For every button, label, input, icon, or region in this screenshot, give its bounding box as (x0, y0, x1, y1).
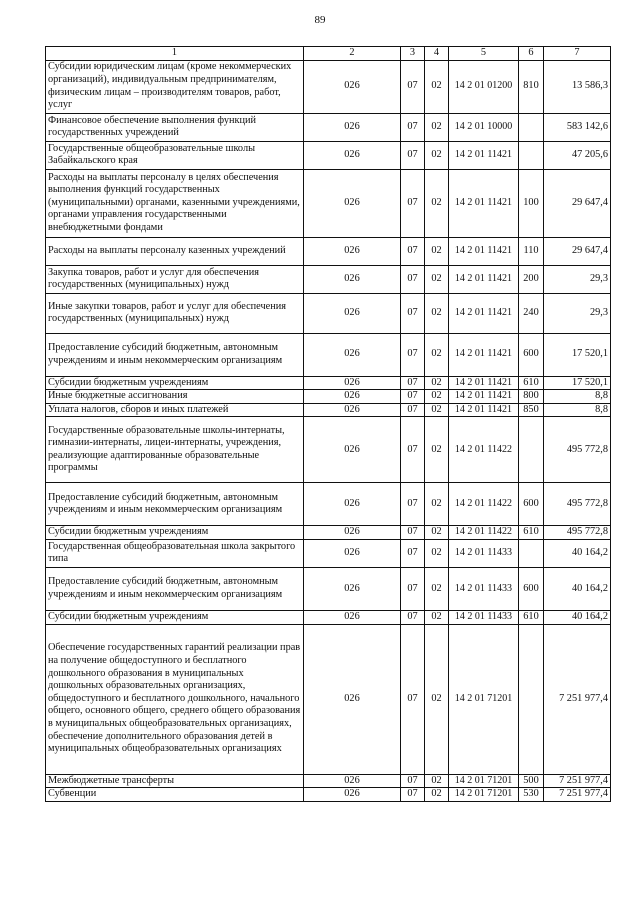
table-row (46, 60, 611, 113)
header-cell: 4 (425, 47, 449, 61)
row-expense-type: 800 (519, 390, 544, 404)
row-section-code: 07 (401, 403, 425, 417)
row-amount: 40 164,2 (544, 539, 611, 567)
row-amount: 583 142,6 (544, 113, 611, 141)
row-amount: 13 586,3 (544, 60, 611, 113)
row-expense-type: 200 (519, 265, 544, 293)
page-number: 89 (314, 14, 326, 26)
row-target-code: 14 2 01 11421 (449, 265, 519, 293)
row-ministry-code: 026 (304, 788, 401, 802)
row-ministry-code: 026 (304, 265, 401, 293)
row-target-code: 14 2 01 11421 (449, 403, 519, 417)
row-target-code: 14 2 01 11421 (449, 293, 519, 333)
row-subsection-code: 02 (425, 113, 449, 141)
row-target-code: 14 2 01 01200 (449, 60, 519, 113)
row-amount: 47 205,6 (544, 141, 611, 169)
row-amount: 40 164,2 (544, 567, 611, 610)
row-target-code: 14 2 01 11433 (449, 610, 519, 624)
row-amount: 495 772,8 (544, 526, 611, 540)
row-section-code: 07 (401, 141, 425, 169)
row-subsection-code: 02 (425, 376, 449, 390)
table-row (46, 113, 611, 141)
row-ministry-code: 026 (304, 293, 401, 333)
row-amount: 17 520,1 (544, 376, 611, 390)
row-expense-type: 240 (519, 293, 544, 333)
row-section-code: 07 (401, 169, 425, 237)
table-row (46, 526, 611, 540)
header-cell: 5 (449, 47, 519, 61)
budget-table (45, 46, 611, 802)
table-row (46, 567, 611, 610)
row-amount: 17 520,1 (544, 333, 611, 376)
row-ministry-code: 026 (304, 237, 401, 265)
row-ministry-code: 026 (304, 60, 401, 113)
row-amount: 29,3 (544, 293, 611, 333)
row-name: Уплата налогов, сборов и иных платежей (46, 403, 304, 417)
row-section-code: 07 (401, 60, 425, 113)
row-subsection-code: 02 (425, 774, 449, 788)
row-name: Межбюджетные трансферты (46, 774, 304, 788)
table-row (46, 237, 611, 265)
table-row (46, 293, 611, 333)
row-ministry-code: 026 (304, 113, 401, 141)
row-expense-type (519, 624, 544, 774)
row-ministry-code: 026 (304, 567, 401, 610)
row-section-code: 07 (401, 483, 425, 526)
row-amount: 29,3 (544, 265, 611, 293)
row-section-code: 07 (401, 237, 425, 265)
row-section-code: 07 (401, 417, 425, 483)
table-row (46, 376, 611, 390)
row-section-code: 07 (401, 624, 425, 774)
table-row (46, 483, 611, 526)
table-row (46, 417, 611, 483)
table-row (46, 774, 611, 788)
row-subsection-code: 02 (425, 293, 449, 333)
row-target-code: 14 2 01 71201 (449, 774, 519, 788)
row-target-code: 14 2 01 10000 (449, 113, 519, 141)
row-subsection-code: 02 (425, 539, 449, 567)
row-name: Государственная общеобразовательная школа закрытого типа (46, 539, 304, 567)
row-amount: 7 251 977,4 (544, 788, 611, 802)
row-amount: 29 647,4 (544, 169, 611, 237)
row-section-code: 07 (401, 265, 425, 293)
row-subsection-code: 02 (425, 390, 449, 404)
row-name: Государственные образовательные школы-интернаты, гимназии-интернаты, лицеи-интернаты, учреждения, реализующие адаптированные образовательные программы (46, 417, 304, 483)
row-ministry-code: 026 (304, 483, 401, 526)
row-expense-type: 610 (519, 526, 544, 540)
table-row (46, 539, 611, 567)
row-subsection-code: 02 (425, 483, 449, 526)
row-amount: 495 772,8 (544, 483, 611, 526)
row-amount: 29 647,4 (544, 237, 611, 265)
row-target-code: 14 2 01 11421 (449, 390, 519, 404)
row-expense-type: 600 (519, 567, 544, 610)
row-section-code: 07 (401, 376, 425, 390)
row-name: Финансовое обеспечение выполнения функций государственных учреждений (46, 113, 304, 141)
row-subsection-code: 02 (425, 141, 449, 169)
row-name: Предоставление субсидий бюджетным, автономным учреждениям и иным некоммерческим организациям (46, 483, 304, 526)
header-cell: 2 (304, 47, 401, 61)
row-expense-type: 600 (519, 483, 544, 526)
row-section-code: 07 (401, 610, 425, 624)
row-section-code: 07 (401, 774, 425, 788)
row-amount: 40 164,2 (544, 610, 611, 624)
row-target-code: 14 2 01 11422 (449, 483, 519, 526)
row-name: Предоставление субсидий бюджетным, автономным учреждениям и иным некоммерческим организациям (46, 333, 304, 376)
row-subsection-code: 02 (425, 788, 449, 802)
row-ministry-code: 026 (304, 390, 401, 404)
row-expense-type: 110 (519, 237, 544, 265)
row-target-code: 14 2 01 11433 (449, 567, 519, 610)
row-section-code: 07 (401, 539, 425, 567)
row-target-code: 14 2 01 11422 (449, 526, 519, 540)
row-subsection-code: 02 (425, 417, 449, 483)
row-expense-type: 530 (519, 788, 544, 802)
row-subsection-code: 02 (425, 526, 449, 540)
row-target-code: 14 2 01 11422 (449, 417, 519, 483)
header-cell: 3 (401, 47, 425, 61)
row-ministry-code: 026 (304, 610, 401, 624)
row-ministry-code: 026 (304, 376, 401, 390)
row-section-code: 07 (401, 567, 425, 610)
row-target-code: 14 2 01 71201 (449, 788, 519, 802)
table-row (46, 390, 611, 404)
row-ministry-code: 026 (304, 333, 401, 376)
row-name: Предоставление субсидий бюджетным, автономным учреждениям и иным некоммерческим организациям (46, 567, 304, 610)
row-expense-type: 610 (519, 376, 544, 390)
row-ministry-code: 026 (304, 774, 401, 788)
row-section-code: 07 (401, 293, 425, 333)
row-name: Субсидии бюджетным учреждениям (46, 376, 304, 390)
row-ministry-code: 026 (304, 403, 401, 417)
row-subsection-code: 02 (425, 169, 449, 237)
row-name: Государственные общеобразовательные школы Забайкальского края (46, 141, 304, 169)
row-ministry-code: 026 (304, 624, 401, 774)
row-ministry-code: 026 (304, 539, 401, 567)
row-subsection-code: 02 (425, 333, 449, 376)
table-row (46, 624, 611, 774)
header-cell: 6 (519, 47, 544, 61)
row-subsection-code: 02 (425, 60, 449, 113)
row-subsection-code: 02 (425, 624, 449, 774)
row-target-code: 14 2 01 11421 (449, 376, 519, 390)
row-expense-type (519, 539, 544, 567)
row-target-code: 14 2 01 71201 (449, 624, 519, 774)
header-cell: 7 (544, 47, 611, 61)
row-subsection-code: 02 (425, 610, 449, 624)
row-section-code: 07 (401, 526, 425, 540)
table-row (46, 333, 611, 376)
row-name: Расходы на выплаты персоналу в целях обеспечения выполнения функций государственных (муниципальными) органами, казенными учреждениями, органами управления государственными внебюджетными фондами (46, 169, 304, 237)
row-subsection-code: 02 (425, 567, 449, 610)
row-amount: 8,8 (544, 390, 611, 404)
row-section-code: 07 (401, 788, 425, 802)
row-expense-type (519, 113, 544, 141)
header-row (46, 47, 611, 61)
row-target-code: 14 2 01 11421 (449, 333, 519, 376)
row-name: Субвенции (46, 788, 304, 802)
row-amount: 8,8 (544, 403, 611, 417)
row-amount: 495 772,8 (544, 417, 611, 483)
row-name: Субсидии юридическим лицам (кроме некоммерческих организаций), индивидуальным предпринимателям, физическим лицам – производителям товаров, работ, услуг (46, 60, 304, 113)
row-subsection-code: 02 (425, 237, 449, 265)
row-ministry-code: 026 (304, 169, 401, 237)
row-section-code: 07 (401, 333, 425, 376)
row-target-code: 14 2 01 11421 (449, 169, 519, 237)
row-name: Субсидии бюджетным учреждениям (46, 526, 304, 540)
row-target-code: 14 2 01 11421 (449, 237, 519, 265)
row-name: Расходы на выплаты персоналу казенных учреждений (46, 237, 304, 265)
row-target-code: 14 2 01 11421 (449, 141, 519, 169)
table-row (46, 403, 611, 417)
row-expense-type: 850 (519, 403, 544, 417)
row-amount: 7 251 977,4 (544, 774, 611, 788)
row-section-code: 07 (401, 113, 425, 141)
row-expense-type: 600 (519, 333, 544, 376)
row-target-code: 14 2 01 11433 (449, 539, 519, 567)
row-expense-type: 610 (519, 610, 544, 624)
row-name: Иные бюджетные ассигнования (46, 390, 304, 404)
row-ministry-code: 026 (304, 417, 401, 483)
row-amount: 7 251 977,4 (544, 624, 611, 774)
row-section-code: 07 (401, 390, 425, 404)
row-expense-type: 100 (519, 169, 544, 237)
table-row (46, 610, 611, 624)
row-expense-type: 500 (519, 774, 544, 788)
row-name: Субсидии бюджетным учреждениям (46, 610, 304, 624)
table-row (46, 788, 611, 802)
row-name: Закупка товаров, работ и услуг для обеспечения государственных (муниципальных) нужд (46, 265, 304, 293)
row-ministry-code: 026 (304, 526, 401, 540)
table-row (46, 141, 611, 169)
row-expense-type (519, 417, 544, 483)
row-subsection-code: 02 (425, 265, 449, 293)
row-ministry-code: 026 (304, 141, 401, 169)
row-subsection-code: 02 (425, 403, 449, 417)
table-row (46, 169, 611, 237)
table-row (46, 265, 611, 293)
row-name: Обеспечение государственных гарантий реализации прав на получение общедоступного и бесплатного дошкольного образования в муниципальных дошкольных образовательных организациях, общедоступного и бесплатного дошкольного, начального общего, основного общего, среднего общего образования в муниципальных общеобразовательных организациях, обеспечение дополнительного образования детей в муниципальных общеобразовательных организациях (46, 624, 304, 774)
row-expense-type: 810 (519, 60, 544, 113)
row-expense-type (519, 141, 544, 169)
header-cell: 1 (46, 47, 304, 61)
row-name: Иные закупки товаров, работ и услуг для обеспечения государственных (муниципальных) нужд (46, 293, 304, 333)
